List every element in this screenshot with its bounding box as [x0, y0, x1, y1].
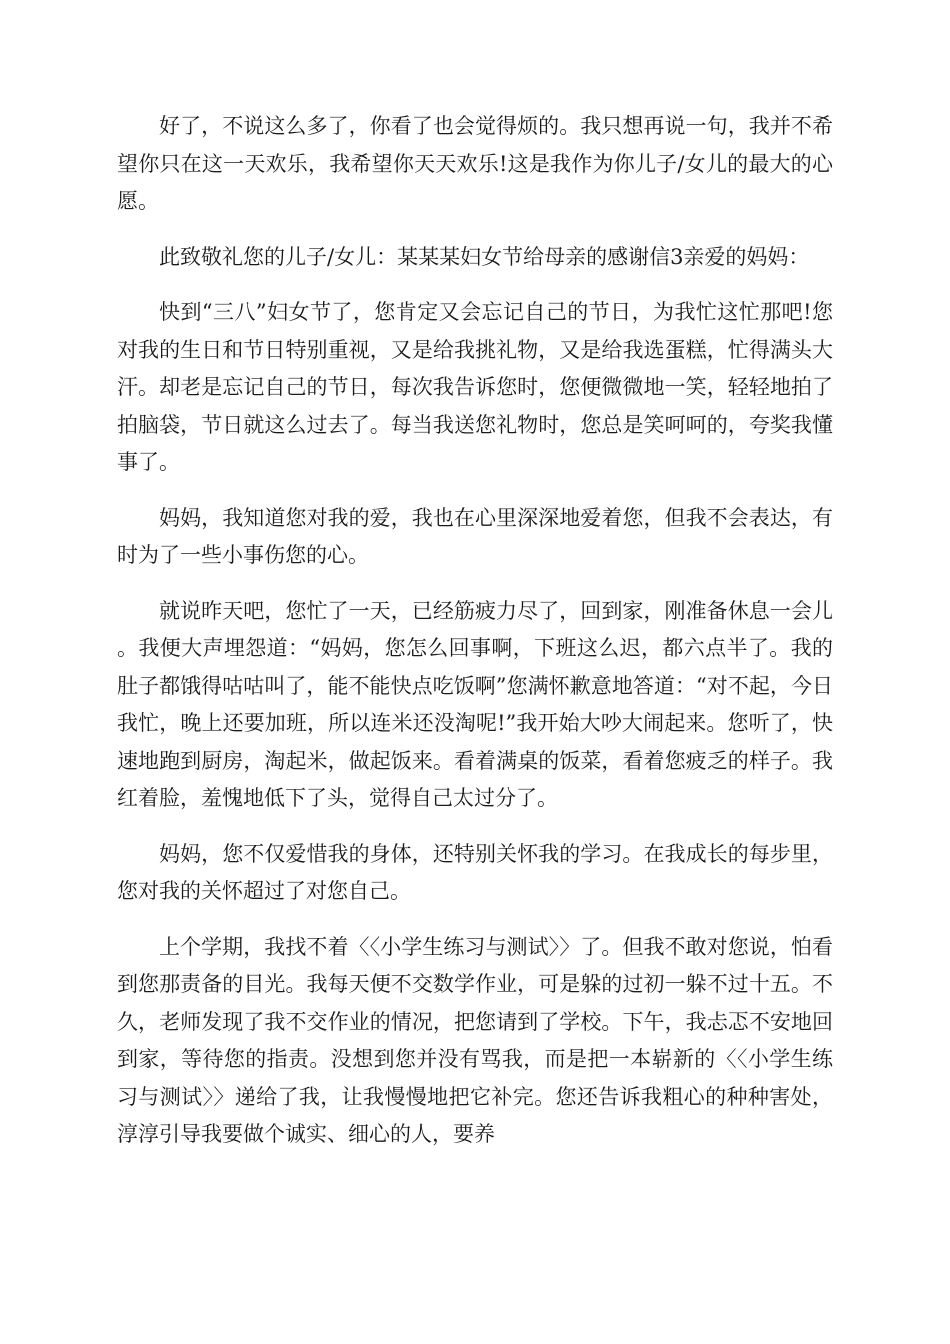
paragraph-2: 此致敬礼您的儿子/女儿：某某某妇女节给母亲的感谢信3亲爱的妈妈：: [159, 244, 810, 269]
paragraph-1: 好了，不说这么多了，你看了也会觉得烦的。我只想再说一句，我并不希望你只在这一天欢乐，我希望你天天欢乐!这是我作为你儿子/女儿的最大的心愿。: [117, 114, 833, 213]
paragraph-5: 就说昨天吧，您忙了一天，已经筋疲力尽了，回到家，刚准备休息一会儿。我便大声埋怨道：“妈妈，您怎么回事啊，下班这么迟，都六点半了。我的肚子都饿得咕咕叫了，能不能快点吃饭啊”您满怀歉意地答道：“对不起，今日我忙，晚上还要加班，所以连米还没淘呢!”我开始大吵大闹起来。您听了，快速地跑到厨房，淘起米，做起饭来。看着满桌的饭菜，看着您疲乏的样子。我红着脸，羞愧地低下了头，觉得自己太过分了。: [117, 598, 833, 810]
paragraph-7: 上个学期，我找不着〈〈小学生练习与测试〉〉了。但我不敢对您说，怕看到您那责备的目光。我每天便不交数学作业，可是躲的过初一躲不过十五。不久，老师发现了我不交作业的情况，把您请到了学校。下午，我忐忑不安地回到家，等待您的指责。没想到您并没有骂我，而是把一本崭新的〈〈小学生练习与测试〉〉递给了我，让我慢慢地把它补完。您还告诉我粗心的种种害处，淳淳引导我要做个诚实、细心的人，要养: [117, 934, 833, 1146]
paragraph-6: 妈妈，您不仅爱惜我的身体，还特别关怀我的学习。在我成长的每步里，您对我的关怀超过了对您自己。: [117, 841, 833, 903]
paragraph-3: 快到“三八”妇女节了，您肯定又会忘记自己的节日，为我忙这忙那吧!您对我的生日和节日特别重视，又是给我挑礼物，又是给我选蛋糕，忙得满头大汗。却老是忘记自己的节日，每次我告诉您时，您便微微地一笑，轻轻地拍了拍脑袋，节日就这么过去了。每当我送您礼物时，您总是笑呵呵的，夸奖我懂事了。: [117, 300, 833, 474]
document-body: [117, 108, 833, 1172]
paragraph-4: 妈妈，我知道您对我的爱，我也在心里深深地爱着您，但我不会表达，有时为了一些小事伤您的心。: [117, 505, 833, 567]
